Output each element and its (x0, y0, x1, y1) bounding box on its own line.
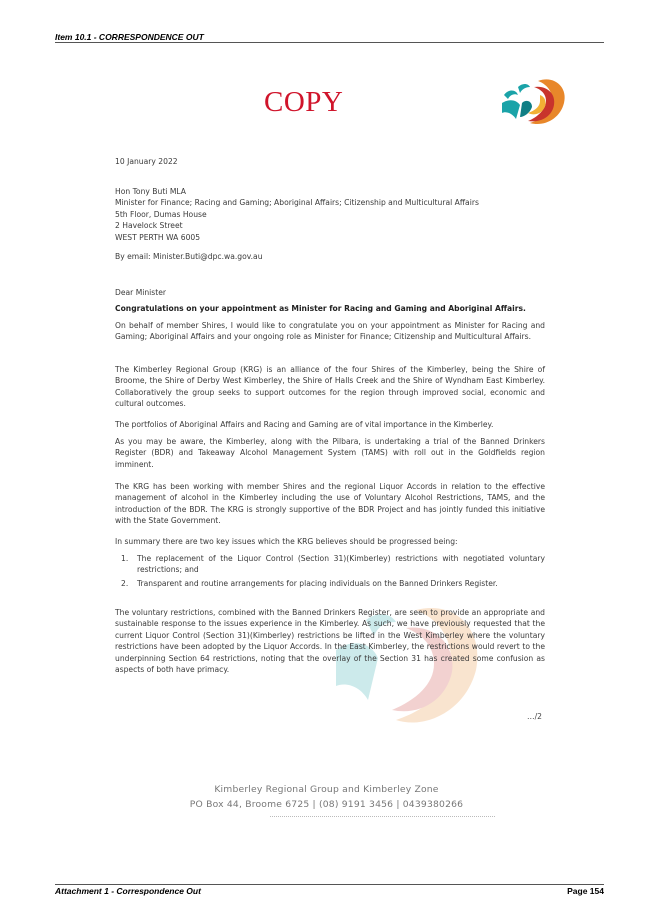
letterhead-footer-contact: PO Box 44, Broome 6725 | (08) 9191 3456 | 0439380266 (189, 799, 464, 810)
kimberley-regional-group-logo-icon (494, 73, 570, 137)
paragraph-3: The portfolios of Aboriginal Affairs and Racing and Gaming are of vital importance in the Kimberley. (115, 420, 494, 429)
footer-page-number: Page 154 (567, 886, 604, 896)
footer-attachment-label: Attachment 1 - Correspondence Out (55, 886, 201, 896)
list-item-number: 2. (121, 579, 129, 588)
list-item-text: The replacement of the Liquor Control (Section 31)(Kimberley) restrictions with negotiated voluntary restrictions; and (137, 554, 545, 575)
paragraph-4: As you may be aware, the Kimberley, along with the Pilbara, is undertaking a trial of the Banned Drinkers Register (BDR) and Takeaway Alcohol Management System (TAMS) with roll out in the Goldfields region imminent. (115, 437, 545, 469)
paragraph-1: On behalf of member Shires, I would like to congratulate you on your appointment as Minister for Racing and Gaming; Aboriginal Affairs and your ongoing role as Minister for Finance; Citizenship and Multicultural Affairs. (115, 321, 545, 342)
paragraph-6: In summary there are two key issues which the KRG believes should be progressed being: (115, 537, 458, 546)
letter-date: 10 January 2022 (115, 157, 178, 166)
list-item-number: 1. (121, 554, 129, 563)
recipient-address-line-3: WEST PERTH WA 6005 (115, 232, 201, 242)
paragraph-5: The KRG has been working with member Shires and the regional Liquor Accords in relation to the effective management of alcohol in the Kimberley including the use of Voluntary Alcohol Restrictions, TAMS, and the introduction of the BDR. The KRG is strongly supportive of the BDR Project and has jointly funded this initiative with the State Government. (115, 482, 545, 526)
copy-stamp: COPY (264, 86, 344, 118)
page-continuation-marker: …/2 (527, 712, 542, 721)
header-divider (55, 42, 604, 43)
subject-line: Congratulations on your appointment as Minister for Racing and Gaming and Aboriginal Affairs. (115, 304, 526, 313)
paragraph-2: The Kimberley Regional Group (KRG) is an alliance of the four Shires of the Kimberley, being the Shire of Broome, the Shire of Derby West Kimberley, the Shire of Halls Creek and the Shire of Wyndham East Kimberley. Collaboratively the group seeks to support outcomes for the region through improved social, economic and cultural outcomes. (115, 365, 545, 409)
recipient-name: Hon Tony Buti MLA (115, 187, 186, 196)
recipient-address-block (115, 186, 545, 243)
list-item (115, 553, 545, 576)
page-header-item-label: Item 10.1 - CORRESPONDENCE OUT (55, 32, 204, 42)
salutation: Dear Minister (115, 288, 167, 297)
letterhead-footer-org: Kimberley Regional Group and Kimberley Zone (214, 784, 439, 795)
email-line: By email: Minister.Buti@dpc.wa.gov.au (115, 252, 263, 261)
list-item-text: Transparent and routine arrangements for placing individuals on the Banned Drinkers Register. (137, 579, 498, 588)
list-item (115, 578, 545, 589)
recipient-address-line-2: 2 Havelock Street (115, 221, 183, 231)
recipient-title: Minister for Finance; Racing and Gaming; Aboriginal Affairs; Citizenship and Multicultural Affairs (115, 198, 479, 208)
closing-paragraph: The voluntary restrictions, combined with the Banned Drinkers Register, are seen to provide an appropriate and sustainable response to the issues experience in the Kimberley. As such, we have previously requested that the current Liquor Control (Section 31)(Kimberley) restrictions be lifted in the West Kimberley where the voluntary restrictions have been adopted by the Liquor Accords. In the East Kimberley, the restrictions would revert to the underpinning Section 64 restrictions, noting that the overlay of the Section 31 has created some confusion as aspects of both have primacy. (115, 608, 545, 675)
footer-divider (55, 884, 604, 885)
recipient-address-line-1: 5th Floor, Dumas House (115, 209, 207, 219)
letterhead-footer-cut-line (270, 815, 495, 819)
